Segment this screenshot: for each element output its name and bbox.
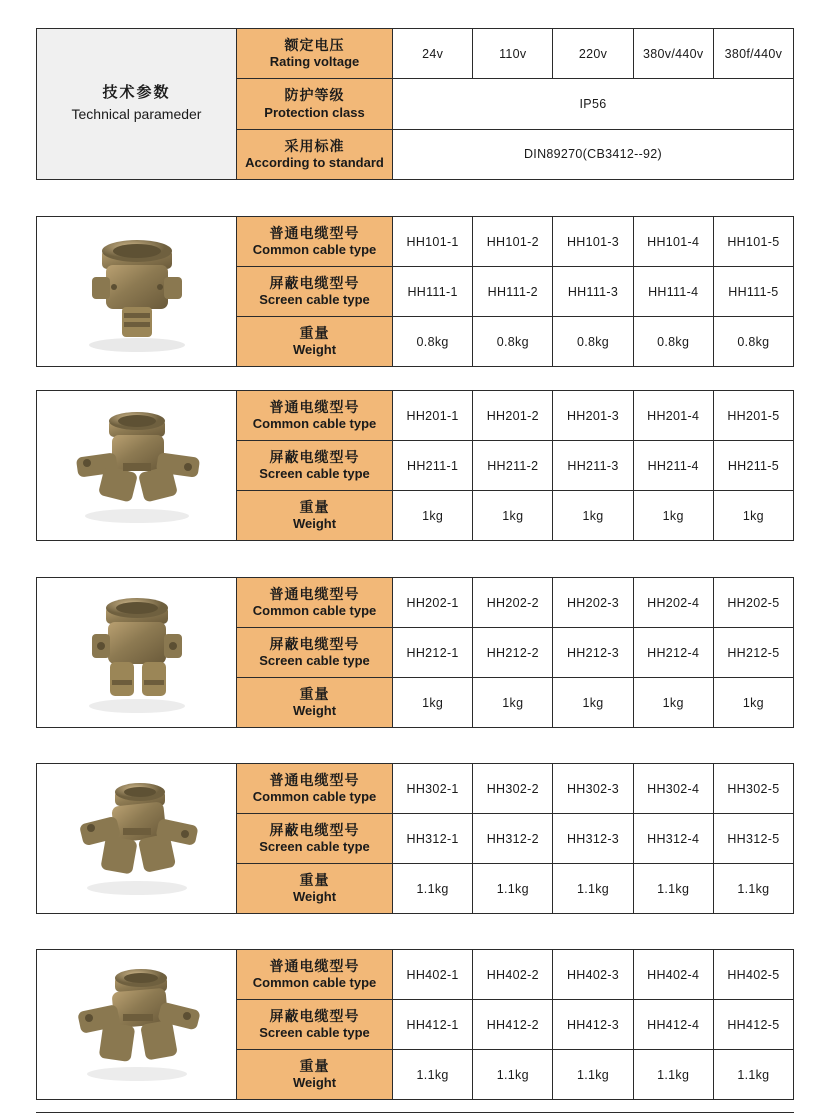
cell-value: HH111-1 — [393, 267, 473, 316]
cell-value: 0.8kg — [553, 317, 633, 366]
cell-value: 1.1kg — [473, 1050, 553, 1099]
row-values — [393, 317, 793, 366]
row-header-en: Weight — [292, 342, 337, 358]
table-row — [237, 130, 793, 179]
product-image-3 — [37, 578, 237, 727]
row-values — [393, 864, 793, 913]
tech-title-en: Technical parameder — [71, 106, 202, 123]
cell-value: HH211-1 — [393, 441, 473, 490]
row-header-weight — [237, 864, 393, 913]
cell-value: HH111-2 — [473, 267, 553, 316]
cell-value: 1kg — [742, 508, 764, 523]
product-table-1 — [36, 216, 794, 367]
tech-title-cn: 技术参数 — [102, 84, 171, 102]
cell-value: HH211-2 — [473, 441, 553, 490]
cell-value: HH412-3 — [553, 1000, 633, 1049]
product-image-5 — [37, 950, 237, 1099]
cell-value: HH212-5 — [727, 645, 780, 660]
table-row — [237, 1000, 793, 1050]
table-row — [237, 491, 793, 540]
product-table-2 — [36, 390, 794, 541]
table-row — [237, 1050, 793, 1099]
cell-value: HH312-4 — [634, 814, 714, 863]
row-header-en: Common cable type — [252, 789, 377, 805]
row-header-en: Screen cable type — [259, 292, 370, 308]
row-header-cn: 重量 — [299, 871, 330, 888]
row-header-cn: 重量 — [299, 498, 330, 515]
cell-value: HH402-4 — [634, 950, 714, 999]
cell-value: HH201-1 — [393, 391, 473, 440]
row-header-cn: 普通电缆型号 — [269, 957, 360, 974]
technical-parameter-label — [37, 29, 237, 179]
row-header-screen-cable-type — [237, 441, 393, 490]
cell-value: 1kg — [393, 678, 473, 727]
row-header-weight — [237, 678, 393, 727]
table-row — [237, 217, 793, 267]
connector-double-icon — [62, 588, 212, 718]
cell-value: 1kg — [634, 491, 714, 540]
cell-value: HH201-3 — [553, 391, 633, 440]
cell-value: HH202-3 — [553, 578, 633, 627]
row-header-cn: 普通电缆型号 — [269, 398, 360, 415]
cell-value: IP56 — [579, 96, 607, 111]
cell-value: 1.1kg — [737, 1067, 770, 1082]
row-header-cn: 采用标准 — [284, 137, 345, 154]
row-header-cn: 屏蔽电缆型号 — [269, 274, 360, 291]
cell-value: HH412-5 — [727, 1017, 780, 1032]
cell-value: HH101-1 — [393, 217, 473, 266]
product-rows-5 — [237, 950, 793, 1099]
row-header-en: Screen cable type — [259, 839, 370, 855]
row-header-cn: 屏蔽电缆型号 — [269, 448, 360, 465]
product-table-3 — [36, 577, 794, 728]
cell-value: 1kg — [634, 678, 714, 727]
cell-value: HH101-5 — [727, 234, 780, 249]
row-header-cn: 屏蔽电缆型号 — [269, 1007, 360, 1024]
row-header-cn: 重量 — [299, 1057, 330, 1074]
product-image-1 — [37, 217, 237, 366]
row-header-common-cable-type — [237, 391, 393, 440]
cell-value: HH302-3 — [553, 764, 633, 813]
cell-value: DIN89270(CB3412--92) — [523, 147, 662, 162]
cell-value: HH202-5 — [727, 595, 780, 610]
row-values — [393, 678, 793, 727]
row-values — [393, 130, 793, 179]
table-row — [237, 628, 793, 678]
technical-parameter-table — [36, 28, 794, 180]
cell-value: HH212-3 — [553, 628, 633, 677]
row-values — [393, 79, 793, 128]
product-rows-3 — [237, 578, 793, 727]
row-header-en: Common cable type — [252, 416, 377, 432]
cell-value: HH211-4 — [634, 441, 714, 490]
row-header-cn: 屏蔽电缆型号 — [269, 635, 360, 652]
cell-value: HH312-5 — [727, 831, 780, 846]
cell-value: 1.1kg — [634, 1050, 714, 1099]
row-header-en: Weight — [292, 703, 337, 719]
cell-value: 1kg — [742, 695, 764, 710]
cell-value: HH202-1 — [393, 578, 473, 627]
row-values — [393, 814, 793, 863]
cell-value: HH201-2 — [473, 391, 553, 440]
row-values — [393, 29, 793, 78]
row-header-en: Weight — [292, 516, 337, 532]
cell-value: 1.1kg — [393, 864, 473, 913]
row-header-cn: 重量 — [299, 685, 330, 702]
cell-value: 1.1kg — [473, 864, 553, 913]
cell-value: HH202-2 — [473, 578, 553, 627]
cell-value: 380f/440v — [724, 46, 783, 61]
cell-value: HH111-4 — [634, 267, 714, 316]
cell-value: HH312-1 — [393, 814, 473, 863]
row-header-weight — [237, 317, 393, 366]
cell-value: HH312-2 — [473, 814, 553, 863]
row-header-cn: 普通电缆型号 — [269, 224, 360, 241]
connector-tee-icon — [57, 403, 217, 528]
cell-value: HH212-4 — [634, 628, 714, 677]
cell-value: HH412-2 — [473, 1000, 553, 1049]
row-header-en: Weight — [292, 889, 337, 905]
row-header-weight — [237, 491, 393, 540]
row-header-en: Protection class — [264, 104, 365, 120]
cell-value: HH412-1 — [393, 1000, 473, 1049]
cell-value: 1kg — [473, 491, 553, 540]
cell-value: HH111-3 — [553, 267, 633, 316]
product-rows-1 — [237, 217, 793, 366]
cell-value: 1kg — [553, 491, 633, 540]
row-values — [393, 267, 793, 316]
cell-value: HH101-2 — [473, 217, 553, 266]
row-header-according-to-standard — [237, 130, 393, 179]
row-values — [393, 491, 793, 540]
table-row — [237, 578, 793, 628]
row-header-en: Screen cable type — [259, 1025, 370, 1041]
cell-value: 380v/440v — [634, 29, 714, 78]
row-header-en: Common cable type — [252, 242, 377, 258]
cell-value: HH111-5 — [728, 284, 779, 299]
cell-value: HH302-1 — [393, 764, 473, 813]
cell-value: 110v — [473, 29, 553, 78]
row-values — [393, 391, 793, 440]
row-values — [393, 764, 793, 813]
row-header-weight — [237, 1050, 393, 1099]
product-image-2 — [37, 391, 237, 540]
cell-value: HH101-4 — [634, 217, 714, 266]
cell-value: 1.1kg — [553, 1050, 633, 1099]
cell-value: HH302-4 — [634, 764, 714, 813]
cell-value: 0.8kg — [473, 317, 553, 366]
connector-quad-icon — [57, 962, 217, 1087]
row-values — [393, 441, 793, 490]
cell-value: 1kg — [553, 678, 633, 727]
product-table-4 — [36, 763, 794, 914]
product-image-4 — [37, 764, 237, 913]
row-header-rating-voltage — [237, 29, 393, 78]
table-row — [237, 317, 793, 366]
row-header-common-cable-type — [237, 950, 393, 999]
table-row — [237, 29, 793, 79]
table-row — [237, 678, 793, 727]
row-header-cn: 重量 — [299, 324, 330, 341]
table-row — [237, 267, 793, 317]
cell-value: HH302-5 — [727, 781, 780, 796]
connector-plug-icon — [62, 227, 212, 357]
row-header-protection-class — [237, 79, 393, 128]
row-values — [393, 950, 793, 999]
cell-value: 0.8kg — [634, 317, 714, 366]
row-header-cn: 防护等级 — [284, 87, 345, 104]
cell-value: HH211-5 — [727, 458, 780, 473]
row-values — [393, 217, 793, 266]
table-row — [237, 950, 793, 1000]
row-header-common-cable-type — [237, 217, 393, 266]
row-values — [393, 628, 793, 677]
cell-value: 1.1kg — [737, 881, 770, 896]
row-values — [393, 1000, 793, 1049]
cell-value: HH201-5 — [727, 408, 780, 423]
row-header-en: Common cable type — [252, 603, 377, 619]
cell-value: 1.1kg — [634, 864, 714, 913]
product-table-5 — [36, 949, 794, 1100]
table-row — [237, 814, 793, 864]
row-header-en: According to standard — [245, 154, 384, 170]
cell-value: HH212-2 — [473, 628, 553, 677]
cell-value: 24v — [393, 29, 473, 78]
table-row — [237, 79, 793, 129]
cell-value: 1kg — [393, 491, 473, 540]
row-values — [393, 578, 793, 627]
row-header-en: Weight — [292, 1075, 337, 1091]
row-header-en: Common cable type — [252, 975, 377, 991]
table-row — [237, 864, 793, 913]
table-row — [237, 764, 793, 814]
row-values — [393, 1050, 793, 1099]
cell-value: 1.1kg — [393, 1050, 473, 1099]
table-row — [237, 441, 793, 491]
row-header-screen-cable-type — [237, 267, 393, 316]
cell-value: 0.8kg — [737, 334, 770, 349]
cell-value: 1.1kg — [553, 864, 633, 913]
cell-value: HH201-4 — [634, 391, 714, 440]
technical-rows — [237, 29, 793, 179]
cell-value: 1kg — [473, 678, 553, 727]
cell-value: HH101-3 — [553, 217, 633, 266]
row-header-screen-cable-type — [237, 1000, 393, 1049]
cell-value: HH402-5 — [727, 967, 780, 982]
row-header-common-cable-type — [237, 578, 393, 627]
cell-value: HH402-1 — [393, 950, 473, 999]
cell-value: HH312-3 — [553, 814, 633, 863]
cell-value: HH202-4 — [634, 578, 714, 627]
cell-value: 220v — [553, 29, 633, 78]
row-header-common-cable-type — [237, 764, 393, 813]
row-header-en: Screen cable type — [259, 653, 370, 669]
row-header-en: Rating voltage — [269, 54, 360, 70]
cell-value: HH211-3 — [553, 441, 633, 490]
cell-value: HH402-2 — [473, 950, 553, 999]
product-rows-4 — [237, 764, 793, 913]
page-bottom-rule — [36, 1112, 794, 1113]
row-header-en: Screen cable type — [259, 466, 370, 482]
row-header-screen-cable-type — [237, 814, 393, 863]
cell-value: HH402-3 — [553, 950, 633, 999]
row-header-cn: 普通电缆型号 — [269, 771, 360, 788]
row-header-cn: 屏蔽电缆型号 — [269, 821, 360, 838]
cell-value: HH302-2 — [473, 764, 553, 813]
cell-value: HH412-4 — [634, 1000, 714, 1049]
cell-value: HH212-1 — [393, 628, 473, 677]
row-header-cn: 额定电压 — [284, 37, 345, 54]
connector-angled-icon — [57, 776, 217, 901]
table-row — [237, 391, 793, 441]
cell-value: 0.8kg — [393, 317, 473, 366]
product-rows-2 — [237, 391, 793, 540]
row-header-screen-cable-type — [237, 628, 393, 677]
row-header-cn: 普通电缆型号 — [269, 585, 360, 602]
